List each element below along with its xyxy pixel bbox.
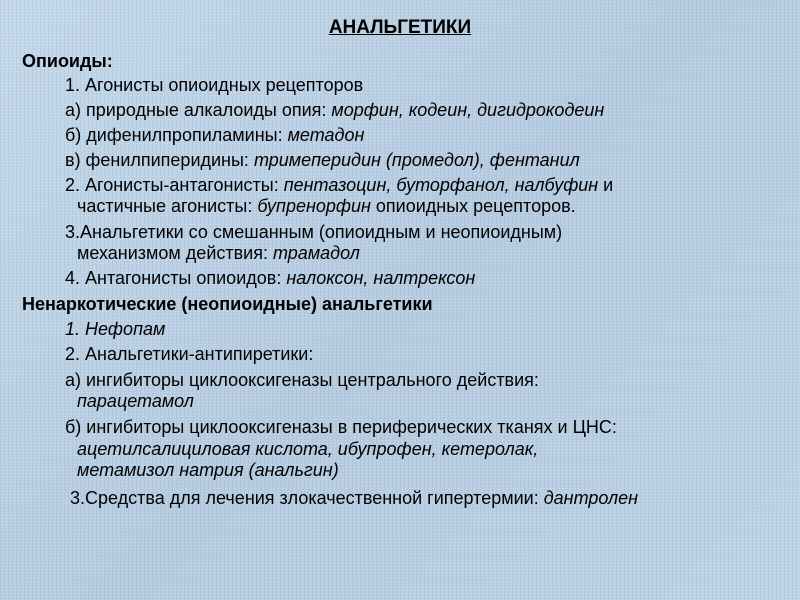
item-drugs: дантролен xyxy=(543,488,639,508)
item-text: а) природные алкалоиды опия: xyxy=(65,100,332,120)
item-text: 4. Антагонисты опиоидов: xyxy=(65,268,287,288)
list-item xyxy=(65,124,364,146)
item-drugs: парацетамол xyxy=(77,391,194,411)
list-item-continuation xyxy=(77,390,194,412)
item-drugs: 1. Нефопам xyxy=(65,319,166,339)
item-text-tail: и xyxy=(598,175,614,195)
item-drugs: метамизол натрия (анальгин) xyxy=(77,460,339,480)
item-text: а) ингибиторы циклооксигеназы центрального действия: xyxy=(65,370,539,390)
item-drugs: метадон xyxy=(287,125,365,145)
list-item-continuation xyxy=(77,195,576,217)
list-item xyxy=(65,174,613,196)
list-item xyxy=(65,149,580,171)
item-drugs: налоксон, налтрексон xyxy=(286,268,476,288)
item-text: механизмом действия: xyxy=(77,243,273,263)
slide-title: АНАЛЬГЕТИКИ xyxy=(328,17,472,38)
list-item xyxy=(65,99,604,121)
item-text: в) фенилпиперидины: xyxy=(65,150,254,170)
item-text: частичные агонисты: xyxy=(77,196,258,216)
list-item xyxy=(65,221,562,243)
list-item xyxy=(65,74,363,96)
list-item xyxy=(65,416,617,438)
list-item xyxy=(65,369,539,391)
item-drugs: морфин, кодеин, дигидрокодеин xyxy=(331,100,605,120)
item-text: 3.Средства для лечения злокачественной гипертермии: xyxy=(70,488,544,508)
item-text: 3.Анальгетики со смешанным (опиоидным и неопиоидным) xyxy=(65,222,563,242)
list-item xyxy=(65,318,165,340)
item-text: б) дифенилпропиламины: xyxy=(65,125,288,145)
list-item xyxy=(65,267,475,289)
section-heading-non-opioid: Ненаркотические (неопиоидные) анальгетики xyxy=(22,294,433,314)
list-item-continuation xyxy=(77,459,339,481)
item-text: 2. Анальгетики-антипиретики: xyxy=(65,344,314,364)
item-drugs: бупренорфин xyxy=(257,196,371,216)
item-text-tail: опиоидных рецепторов. xyxy=(370,196,576,216)
item-drugs: пентазоцин, буторфанол, налбуфин xyxy=(283,175,599,195)
item-drugs: тримеперидин (промедол), фентанил xyxy=(253,150,580,170)
item-text: 2. Агонисты-антагонисты: xyxy=(65,175,284,195)
list-item xyxy=(70,487,638,509)
item-text: б) ингибиторы циклооксигеназы в периферических тканях и ЦНС: xyxy=(65,417,617,437)
list-item-continuation xyxy=(77,242,360,264)
item-text: 1. Агонисты опиоидных рецепторов xyxy=(65,75,364,95)
section-heading-opioids: Опиоиды: xyxy=(22,51,113,71)
list-item-continuation xyxy=(77,438,538,460)
list-item xyxy=(65,343,313,365)
item-drugs: ацетилсалициловая кислота, ибупрофен, кетеролак, xyxy=(77,439,539,459)
item-drugs: трамадол xyxy=(273,243,360,263)
